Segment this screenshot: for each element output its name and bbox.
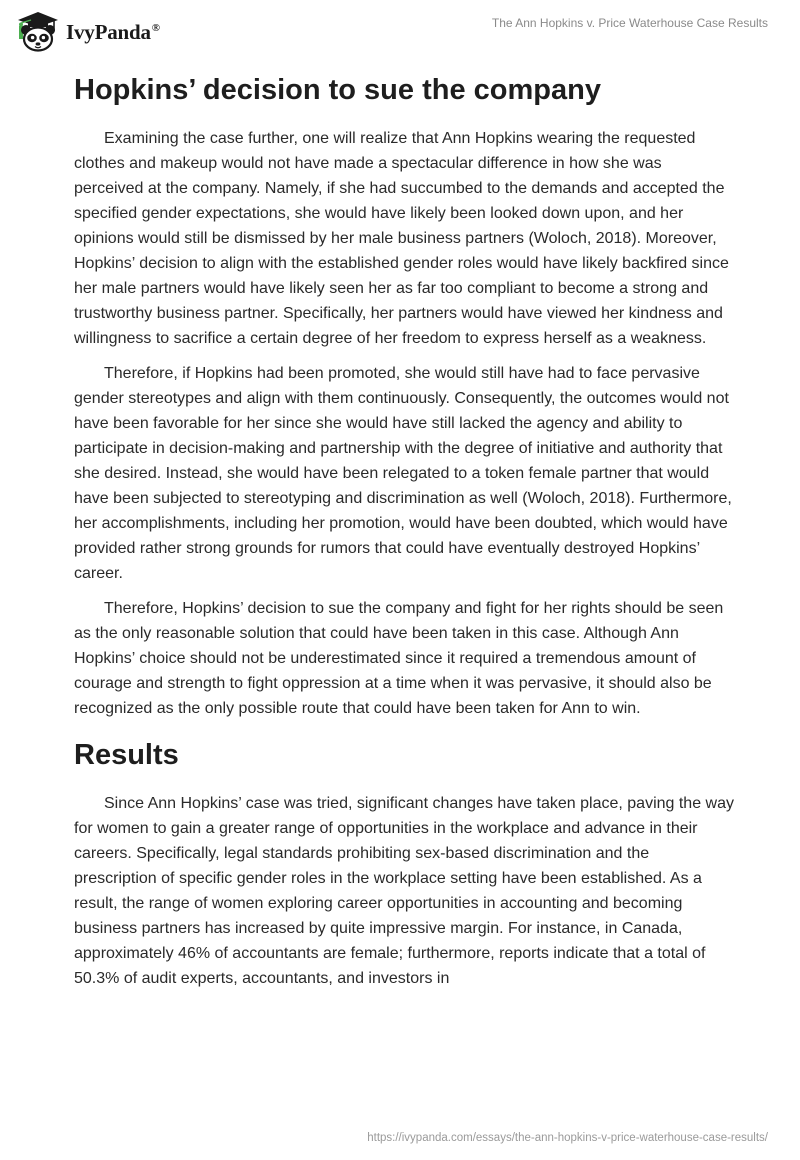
source-url[interactable]: https://ivypanda.com/essays/the-ann-hopkins-v-price-waterhouse-case-results/ bbox=[367, 1132, 768, 1144]
paragraph: Therefore, Hopkins’ decision to sue the company and fight for her rights should be seen as the only reasonable solution that could have been taken in this case. Although Ann Hopkins’ choice should not be underestimated since it required a tremendous amount of courage and strength to fight oppression at a time when it was pervasive, it should also be recognized as the only possible route that could have been taken for Ann to win. bbox=[74, 600, 724, 717]
page-header bbox=[0, 0, 800, 60]
essay-content bbox=[74, 68, 734, 1001]
registered-mark: ® bbox=[151, 21, 160, 34]
paragraph: Therefore, if Hopkins had been promoted, she would still have had to face pervasive gender stereotypes and align with them continuously. Consequently, the outcomes would not have been favorable for her since she would have still lacked the agency and ability to participate in decision-making and partnership with the degree of initiative and authority that she desired. Instead, she would have been relegated to a token female partner that would have been subjected to stereotyping and discrimination as well (Woloch, 2018). Furthermore, her accomplishments, including her promotion, would have been doubted, which would have provided rather strong grounds for rumors that could have eventually destroyed Hopkins’ career. bbox=[74, 365, 732, 582]
ivypanda-logo[interactable] bbox=[14, 10, 160, 52]
brand-name bbox=[66, 20, 160, 45]
document-title: The Ann Hopkins v. Price Waterhouse Case Results bbox=[491, 16, 768, 30]
brand-name-text: IvyPanda bbox=[66, 19, 151, 44]
section-heading-decision: Hopkins’ decision to sue the company bbox=[74, 74, 601, 106]
paragraph: Since Ann Hopkins’ case was tried, significant changes have taken place, paving the way for women to gain a greater range of opportunities in the workplace and advance in their careers. Specifically, legal standards prohibiting sex-based discrimination and the prescription of specific gender roles in the workplace setting have been established. As a result, the range of women exploring career opportunities in accounting and becoming business partners has increased by quite impressive margin. For instance, in Canada, approximately 46% of accountants are female; furthermore, reports indicate that a total of 50.3% of audit experts, accountants, and investors in bbox=[74, 795, 734, 987]
panda-graduate-icon bbox=[14, 10, 62, 52]
section-heading-results: Results bbox=[74, 739, 179, 771]
paragraph: Examining the case further, one will realize that Ann Hopkins wearing the requested clothes and makeup would not have made a spectacular difference in how she was perceived at the company. Namely, if she had succumbed to the demands and accepted the specified gender expectations, she would have likely been looked down upon, and her opinions would still be dismissed by her male business partners (Woloch, 2018). Moreover, Hopkins’ decision to align with the established gender roles would have likely backfired since her male partners would have likely seen her as far too compliant to become a strong and trustworthy business partner. Specifically, her partners would have viewed her kindness and willingness to sacrifice a certain degree of her freedom to express herself as a weakness. bbox=[74, 130, 729, 347]
